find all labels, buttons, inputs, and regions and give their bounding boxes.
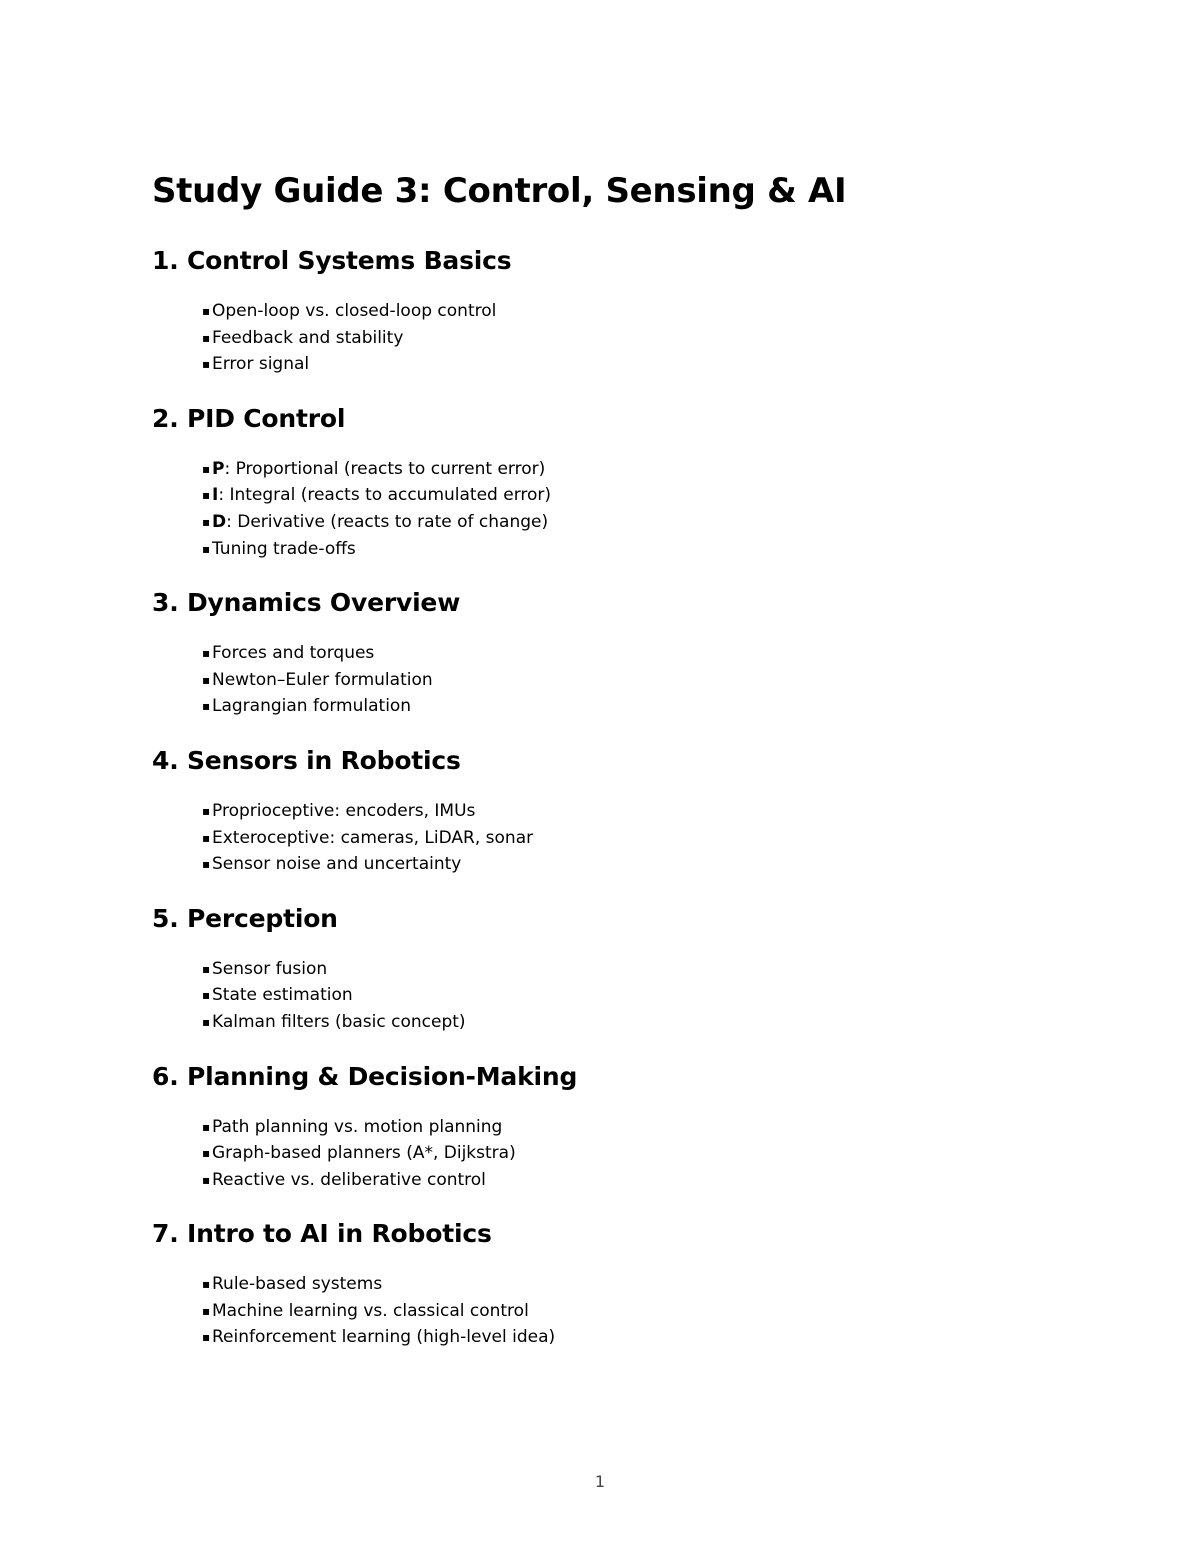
bullet-icon: ▪ [202,1146,211,1161]
section-heading: 2. PID Control [152,403,346,433]
list-item-text: Sensor fusion [212,958,328,979]
bullet-icon: ▪ [202,988,211,1003]
bullet-list [152,640,1052,720]
list-item-text: Open-loop vs. closed-loop control [212,301,497,321]
bullet-list [152,298,1052,378]
section-spacer [152,1036,1052,1060]
bullet-icon: ▪ [202,1277,211,1292]
list-item [202,1009,1052,1036]
list-item [202,1140,1052,1167]
bullet-list [152,1271,1052,1351]
bullet-icon: ▪ [202,646,211,661]
section-spacer [152,562,1052,586]
list-item-text: Reinforcement learning (high-level idea) [212,1327,556,1348]
heading-spacer [152,278,1052,298]
bullet-icon: ▪ [202,514,211,529]
list-item-text: Forces and torques [212,643,375,664]
term-key: D [212,511,227,532]
section-heading: 5. Perception [152,903,338,933]
list-item-text: Tuning trade-offs [212,538,356,559]
section-heading: 6. Planning & Decision-Making [152,1061,578,1091]
section-heading: 1. Control Systems Basics [152,246,512,275]
list-item [202,640,1052,667]
list-item-text: : Derivative (reacts to rate of change) [226,511,549,532]
list-item-text: Reactive vs. deliberative control [212,1169,486,1190]
list-item-text: State estimation [212,985,353,1006]
bullet-icon: ▪ [202,330,211,345]
list-item-text: Graph-based planners (A*, Dijkstra) [212,1143,516,1164]
section-2 [152,402,1052,586]
list-item-text: Feedback and stability [212,327,404,348]
list-item-text: Sensor noise and uncertainty [212,854,462,875]
heading-spacer [152,1251,1052,1271]
list-item [202,1167,1052,1194]
bullet-list [152,798,1052,878]
list-item-text: Proprioceptive: encoders, IMUs [212,800,476,821]
list-item-text: Exteroceptive: cameras, LiDAR, sonar [212,827,534,848]
bullet-icon: ▪ [202,1119,211,1134]
document-body [152,168,1052,1351]
bullet-list [152,456,1052,562]
section-7 [152,1217,1052,1351]
bullet-icon: ▪ [202,803,211,818]
term-key: P [212,458,225,479]
bullet-icon: ▪ [202,857,211,872]
list-item [202,956,1052,983]
bullet-icon: ▪ [202,541,211,556]
section-1 [152,244,1052,402]
section-6 [152,1060,1052,1218]
bullet-icon: ▪ [202,1014,211,1029]
section-3 [152,586,1052,744]
list-item [202,851,1052,878]
bullet-icon: ▪ [202,961,211,976]
list-item [202,1298,1052,1325]
bullet-icon: ▪ [202,672,211,687]
page-title: Study Guide 3: Control, Sensing & AI [152,171,847,211]
list-item [202,482,1052,509]
bullet-icon: ▪ [202,461,211,476]
list-item-text: : Proportional (reacts to current error) [224,458,546,479]
heading-spacer [152,436,1052,456]
heading-spacer [152,778,1052,798]
heading-spacer [152,620,1052,640]
list-item [202,1271,1052,1298]
term-key: I [212,485,219,506]
list-item [202,456,1052,483]
list-item-text: Newton–Euler formulation [212,669,433,690]
list-item [202,1324,1052,1351]
section-spacer [152,1193,1052,1217]
list-item-text: Machine learning vs. classical control [212,1300,529,1321]
heading-spacer [152,936,1052,956]
bullet-icon: ▪ [202,304,211,318]
heading-spacer [152,1094,1052,1114]
list-item [202,536,1052,563]
bullet-icon: ▪ [202,357,211,372]
bullet-list [152,956,1052,1036]
list-item-text: Error signal [212,354,310,375]
bullet-icon: ▪ [202,1172,211,1187]
list-item [202,1114,1052,1141]
section-heading: 4. Sensors in Robotics [152,745,461,775]
list-item [202,667,1052,694]
list-item [202,982,1052,1009]
bullet-icon: ▪ [202,1330,211,1345]
list-item-text: : Integral (reacts to accumulated error) [218,485,552,506]
list-item [202,825,1052,852]
list-item [202,693,1052,720]
list-item-text: Rule-based systems [212,1274,383,1295]
section-4 [152,744,1052,902]
list-item [202,798,1052,825]
section-heading: 3. Dynamics Overview [152,588,461,618]
title-spacer [152,214,1052,244]
list-item-text: Lagrangian formulation [212,696,412,717]
list-item-text: Path planning vs. motion planning [212,1116,503,1137]
list-item [202,351,1052,378]
bullet-icon: ▪ [202,699,211,714]
list-item [202,298,1052,325]
section-5 [152,902,1052,1060]
page-number: 1 [594,1472,606,1491]
bullet-list [152,1114,1052,1194]
section-list [152,244,1052,1351]
bullet-icon: ▪ [202,488,211,503]
list-item [202,325,1052,352]
section-spacer [152,378,1052,402]
section-spacer [152,720,1052,744]
list-item [202,509,1052,536]
section-heading: 7. Intro to AI in Robotics [152,1219,492,1249]
section-spacer [152,878,1052,902]
list-item-text: Kalman filters (basic concept) [212,1011,466,1032]
bullet-icon: ▪ [202,830,211,845]
bullet-icon: ▪ [202,1303,211,1318]
